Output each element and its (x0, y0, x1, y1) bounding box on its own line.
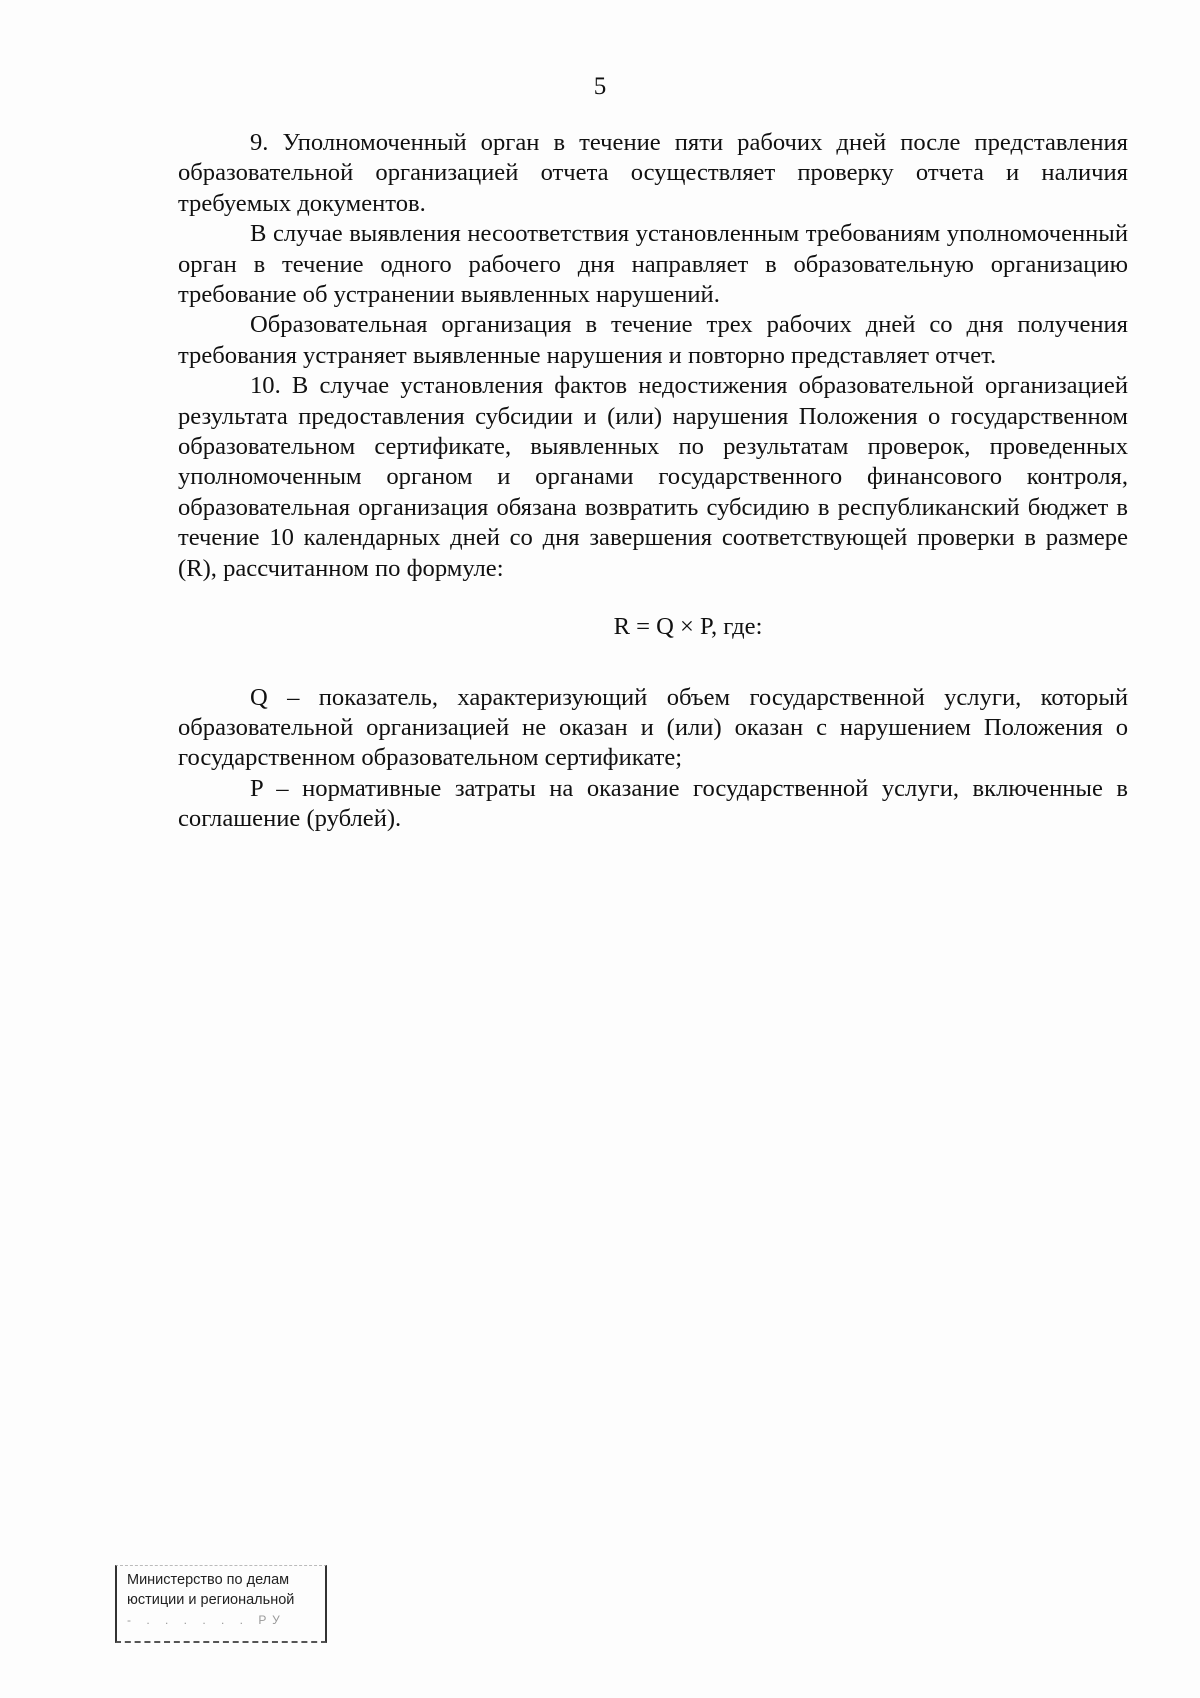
stamp-line-1: Министерство по делам (127, 1572, 290, 1588)
paragraph-9: 9. Уполномоченный орган в течение пяти рабочих дней после представления образовательной организацией отчета осуществляет проверку отчета и наличия требуемых документов. (178, 129, 1128, 217)
paragraph-10: 10. В случае установления фактов недостижения образовательной организацией результата предоставления субсидии и (или) нарушения Положения о государственном образовательном сертификате, выявленных по результатам проверок, проведенных уполномоченным органом и органами государственного финансового контроля, образовательная организация обязана возвратить субсидию в республиканский бюджет в течение 10 календарных дней со дня завершения соответствующей проверки в размере (R), рассчитанном по формуле: (178, 372, 1128, 582)
paragraph-9-violation: В случае выявления несоответствия установленным требованиям уполномоченный орган в течение одного рабочего дня направляет в образовательную организацию требование об устранении выявленных нарушений. (178, 220, 1128, 309)
paragraph-9-correction: Образовательная организация в течение трех рабочих дней со дня получения требования устраняет выявленные нарушения и повторно представляет отчет. (178, 311, 1128, 369)
definition-q: Q – показатель, характеризующий объем государственной услуги, который образовательной организацией не оказан и (или) оказан с нарушением Положения о государственном образовательном сертификате; (178, 683, 1128, 772)
stamp-line-3: - . . . . . . РУ (127, 1613, 286, 1627)
document-body (178, 128, 1128, 835)
ministry-stamp (115, 1565, 327, 1643)
formula: R = Q × P, где: (613, 613, 763, 641)
page-number: 5 (593, 73, 607, 100)
definition-p: P – нормативные затраты на оказание государственной услуги, включенные в соглашение (рублей). (178, 774, 1128, 833)
stamp-line-2: юстиции и региональной (127, 1592, 295, 1608)
